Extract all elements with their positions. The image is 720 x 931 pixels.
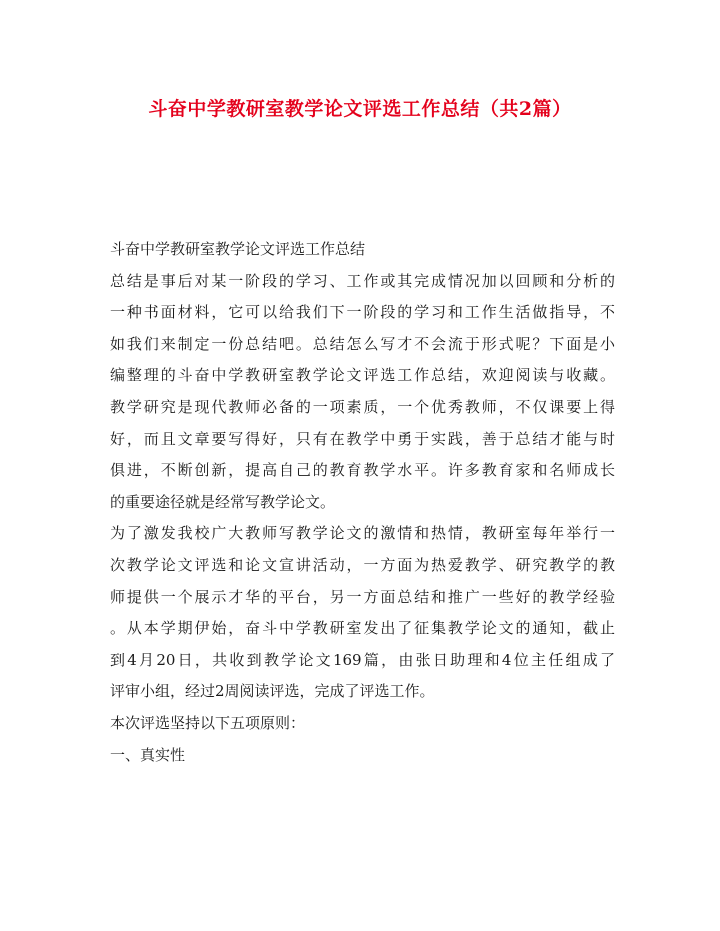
- paragraph-line: 评审小组，经过2周阅读评选，完成了评选工作。: [110, 682, 435, 701]
- paragraph-line: 俱进，不断创新，提高自己的教育教学水平。许多教育家和名师成长: [110, 461, 615, 480]
- section-heading: 斗奋中学教研室教学论文评选工作总结: [110, 240, 366, 258]
- paragraph-line: 好，而且文章要写得好，只有在教学中勇于实践，善于总结才能与时: [110, 429, 615, 448]
- paragraph-line: 一种书面材料，它可以给我们下一阶段的学习和工作生活做指导，不: [110, 303, 615, 322]
- list-heading: 一、真实性: [110, 745, 186, 764]
- paragraph-line: 本次评选坚持以下五项原则：: [110, 713, 306, 732]
- paragraph-line: 师提供一个展示才华的平台，另一方面总结和推广一些好的教学经验: [110, 587, 615, 606]
- paragraph-line: 如我们来制定一份总结吧。总结怎么写才不会流于形式呢？下面是小: [110, 334, 615, 353]
- paragraph-line: 次教学论文评选和论文宣讲活动，一方面为热爱教学、研究教学的教: [110, 555, 615, 574]
- paragraph-line: 编整理的斗奋中学教研室教学论文评选工作总结，欢迎阅读与收藏。: [110, 366, 615, 385]
- document-body: [110, 234, 615, 771]
- paragraph-line: 。从本学期伊始，奋斗中学教研室发出了征集教学论文的通知，截止: [110, 619, 615, 638]
- document-title: 斗奋中学教研室教学论文评选工作总结（共2篇）: [148, 98, 572, 120]
- paragraph-line: 的重要途径就是经常写教学论文。: [110, 492, 336, 511]
- paragraph-line: 教学研究是现代教师必备的一项素质，一个优秀教师，不仅课要上得: [110, 397, 615, 416]
- paragraph-line: 为了激发我校广大教师写教学论文的激情和热情，教研室每年举行一: [110, 524, 615, 543]
- paragraph-line: 总结是事后对某一阶段的学习、工作或其完成情况加以回顾和分析的: [110, 271, 615, 290]
- paragraph-line: 到4月20日，共收到教学论文169篇，由张日助理和4位主任组成了: [110, 650, 615, 669]
